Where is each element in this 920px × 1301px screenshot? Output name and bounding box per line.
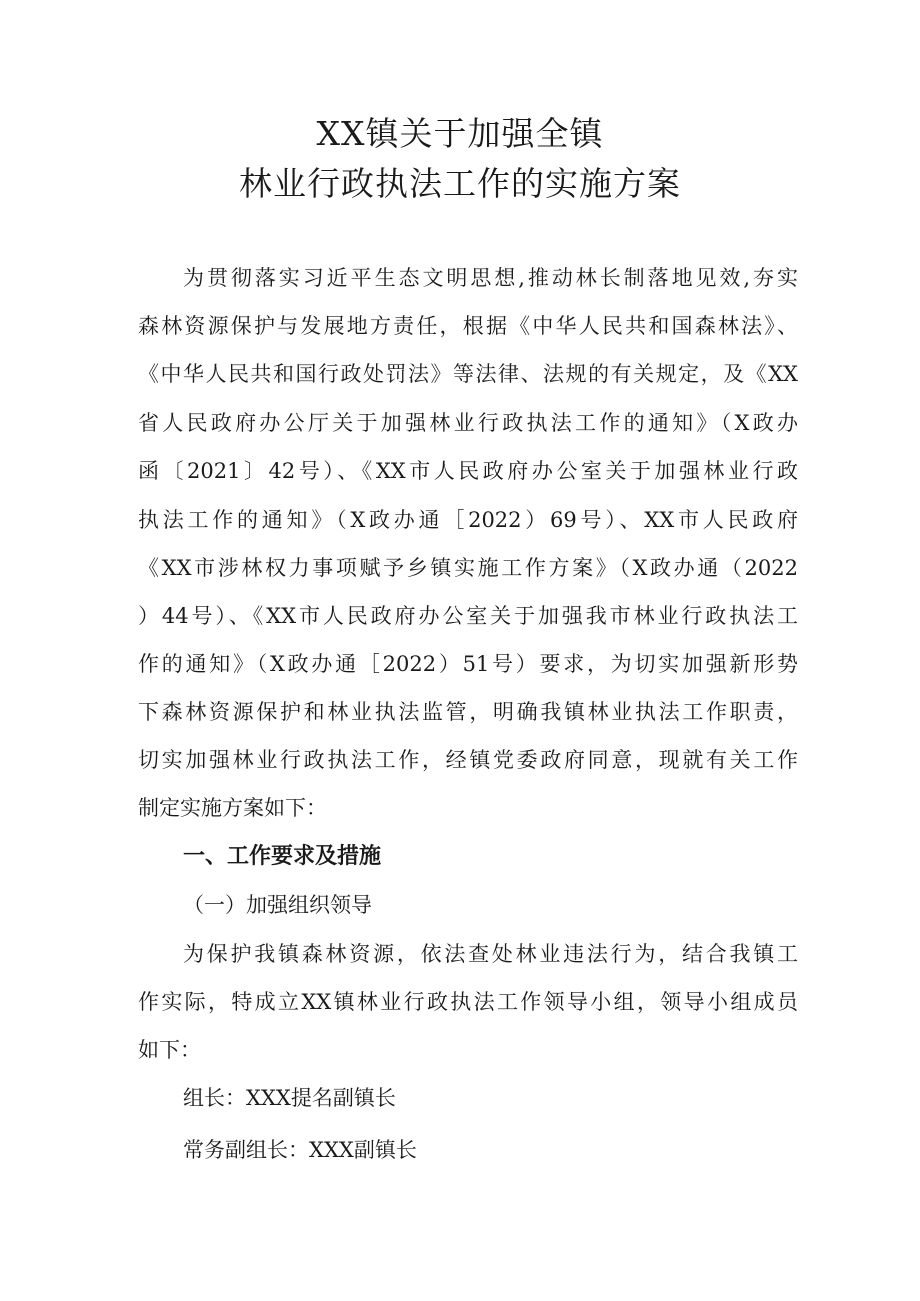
deputy-leader-line: 常务副组长：XXX副镇长 — [183, 1138, 417, 1162]
intro-line: 《XX市涉林权力事项赋予乡镇实施工作方案》（X政办通（2022 — [138, 556, 798, 580]
document-title-line-1: XX镇关于加强全镇 — [316, 114, 604, 153]
intro-line: 为贯彻落实习近平生态文明思想,推动林长制落地见效,夯实 — [183, 266, 798, 290]
document-title-line-2: 林业行政执法工作的实施方案 — [239, 164, 681, 203]
intro-line: 制定实施方案如下： — [138, 796, 327, 820]
intro-line: 省人民政府办公厅关于加强林业行政执法工作的通知》（X政办 — [138, 411, 798, 435]
intro-line: 执法工作的通知》（X政办通［2022）69号）、XX市人民政府 — [138, 508, 798, 532]
para-line: 为保护我镇森林资源，依法查处林业违法行为，结合我镇工 — [183, 942, 798, 966]
subsection-heading: （一）加强组织领导 — [183, 893, 372, 917]
para-line: 如下： — [138, 1038, 201, 1062]
intro-line: 下森林资源保护和林业执法监管，明确我镇林业执法工作职责， — [138, 700, 798, 724]
para-line: 作实际，特成立XX镇林业行政执法工作领导小组，领导小组成员 — [138, 990, 798, 1014]
intro-line: ）44号）、《XX市人民政府办公室关于加强我市林业行政执法工 — [138, 604, 798, 628]
intro-line: 森林资源保护与发展地方责任，根据《中华人民共和国森林法》、 — [138, 314, 798, 338]
intro-line: 作的通知》（X政办通［2022）51号）要求，为切实加强新形势 — [138, 652, 798, 676]
leader-line: 组长：XXX提名副镇长 — [183, 1086, 396, 1110]
intro-line: 《中华人民共和国行政处罚法》等法律、法规的有关规定，及《XX — [138, 362, 798, 386]
intro-line: 切实加强林业行政执法工作，经镇党委政府同意，现就有关工作 — [138, 748, 798, 772]
section-heading: 一、工作要求及措施 — [183, 844, 382, 869]
intro-line: 函〔2021〕42号）、《XX市人民政府办公室关于加强林业行政 — [138, 459, 798, 483]
